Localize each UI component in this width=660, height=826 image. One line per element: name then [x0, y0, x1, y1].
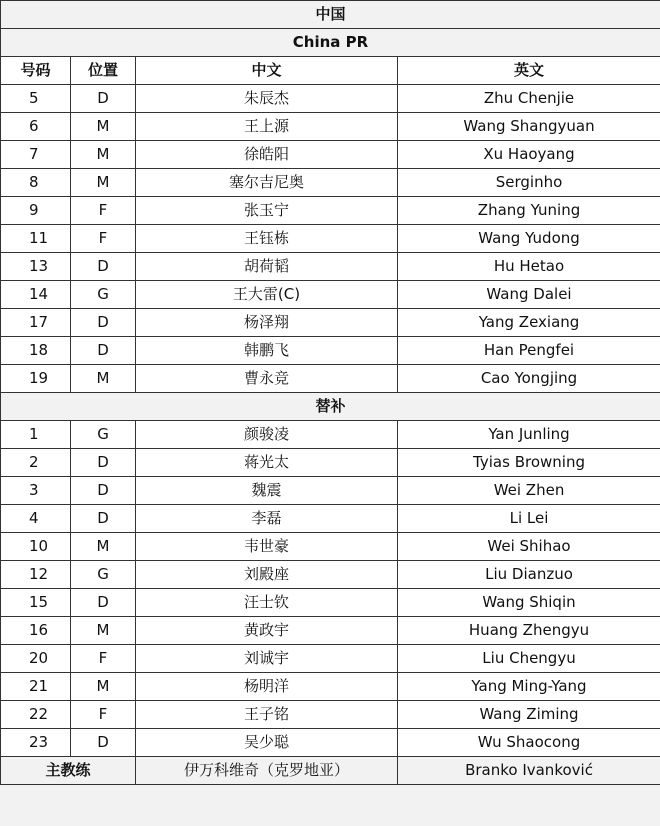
player-position: D	[71, 589, 136, 617]
player-name-english: Yang Ming-Yang	[398, 673, 660, 701]
player-name-english: Wang Shiqin	[398, 589, 660, 617]
player-name-chinese: 张玉宁	[136, 197, 398, 225]
roster-body	[1, 1, 660, 785]
player-position: M	[71, 141, 136, 169]
player-row	[1, 477, 660, 505]
player-name-english: Han Pengfei	[398, 337, 660, 365]
player-name-english: Wu Shaocong	[398, 729, 660, 757]
player-name-english: Yang Zexiang	[398, 309, 660, 337]
player-name-chinese: 塞尔吉尼奥	[136, 169, 398, 197]
coach-english: Branko Ivanković	[398, 757, 660, 785]
player-name-chinese: 刘殿座	[136, 561, 398, 589]
coach-chinese: 伊万科维奇（克罗地亚）	[136, 757, 398, 785]
player-number: 5	[1, 85, 71, 113]
player-name-english: Zhu Chenjie	[398, 85, 660, 113]
player-number: 11	[1, 225, 71, 253]
player-position: D	[71, 477, 136, 505]
player-row	[1, 309, 660, 337]
player-row	[1, 505, 660, 533]
player-row	[1, 701, 660, 729]
player-row	[1, 225, 660, 253]
player-name-chinese: 吴少聪	[136, 729, 398, 757]
player-position: M	[71, 365, 136, 393]
player-row	[1, 85, 660, 113]
player-name-english: Wei Shihao	[398, 533, 660, 561]
banner-row	[1, 1, 660, 29]
player-position: D	[71, 253, 136, 281]
coach-row	[1, 757, 660, 785]
player-number: 4	[1, 505, 71, 533]
player-name-chinese: 王钰栋	[136, 225, 398, 253]
player-name-chinese: 王子铭	[136, 701, 398, 729]
team-row	[1, 29, 660, 57]
player-name-chinese: 韩鹏飞	[136, 337, 398, 365]
player-row	[1, 449, 660, 477]
player-name-chinese: 韦世豪	[136, 533, 398, 561]
player-name-chinese: 杨明洋	[136, 673, 398, 701]
player-row	[1, 169, 660, 197]
player-number: 14	[1, 281, 71, 309]
player-number: 12	[1, 561, 71, 589]
player-number: 18	[1, 337, 71, 365]
player-name-english: Huang Zhengyu	[398, 617, 660, 645]
player-position: M	[71, 617, 136, 645]
player-name-english: Liu Dianzuo	[398, 561, 660, 589]
player-number: 23	[1, 729, 71, 757]
player-position: G	[71, 561, 136, 589]
player-row	[1, 141, 660, 169]
player-name-chinese: 王大雷(C)	[136, 281, 398, 309]
player-number: 10	[1, 533, 71, 561]
player-name-chinese: 蒋光太	[136, 449, 398, 477]
player-name-english: Wang Shangyuan	[398, 113, 660, 141]
player-number: 13	[1, 253, 71, 281]
team-name: China PR	[1, 29, 660, 57]
player-position: M	[71, 673, 136, 701]
player-name-english: Serginho	[398, 169, 660, 197]
player-row	[1, 561, 660, 589]
player-row	[1, 673, 660, 701]
substitutes-label: 替补	[1, 393, 660, 421]
header-chinese: 中文	[136, 57, 398, 85]
player-position: F	[71, 197, 136, 225]
player-position: G	[71, 281, 136, 309]
player-position: F	[71, 645, 136, 673]
player-position: M	[71, 169, 136, 197]
player-name-english: Cao Yongjing	[398, 365, 660, 393]
player-row	[1, 281, 660, 309]
player-row	[1, 533, 660, 561]
player-name-chinese: 徐皓阳	[136, 141, 398, 169]
player-row	[1, 729, 660, 757]
header-number: 号码	[1, 57, 71, 85]
player-name-english: Wang Ziming	[398, 701, 660, 729]
player-position: D	[71, 729, 136, 757]
player-row	[1, 589, 660, 617]
banner-title: 中国	[1, 1, 660, 29]
player-row	[1, 645, 660, 673]
player-name-chinese: 胡荷韬	[136, 253, 398, 281]
player-number: 16	[1, 617, 71, 645]
player-name-english: Liu Chengyu	[398, 645, 660, 673]
player-name-english: Wang Yudong	[398, 225, 660, 253]
player-name-chinese: 颜骏凌	[136, 421, 398, 449]
header-english: 英文	[398, 57, 660, 85]
player-row	[1, 253, 660, 281]
player-name-chinese: 黄政宇	[136, 617, 398, 645]
player-position: F	[71, 225, 136, 253]
player-row	[1, 421, 660, 449]
player-row	[1, 113, 660, 141]
player-name-english: Zhang Yuning	[398, 197, 660, 225]
coach-label: 主教练	[1, 757, 136, 785]
player-number: 8	[1, 169, 71, 197]
player-name-chinese: 魏震	[136, 477, 398, 505]
player-row	[1, 617, 660, 645]
player-position: D	[71, 309, 136, 337]
player-position: D	[71, 337, 136, 365]
player-number: 6	[1, 113, 71, 141]
player-name-english: Hu Hetao	[398, 253, 660, 281]
player-position: M	[71, 113, 136, 141]
player-position: F	[71, 701, 136, 729]
page-background	[0, 786, 660, 826]
player-number: 17	[1, 309, 71, 337]
player-position: G	[71, 421, 136, 449]
player-name-english: Li Lei	[398, 505, 660, 533]
player-name-chinese: 刘诚宇	[136, 645, 398, 673]
player-number: 19	[1, 365, 71, 393]
player-name-chinese: 朱辰杰	[136, 85, 398, 113]
header-row	[1, 57, 660, 85]
player-name-chinese: 李磊	[136, 505, 398, 533]
player-number: 21	[1, 673, 71, 701]
player-name-chinese: 汪士钦	[136, 589, 398, 617]
player-number: 15	[1, 589, 71, 617]
player-number: 2	[1, 449, 71, 477]
player-position: D	[71, 505, 136, 533]
player-name-chinese: 杨泽翔	[136, 309, 398, 337]
substitutes-row	[1, 393, 660, 421]
player-number: 3	[1, 477, 71, 505]
header-position: 位置	[71, 57, 136, 85]
player-row	[1, 197, 660, 225]
player-row	[1, 337, 660, 365]
player-name-english: Tyias Browning	[398, 449, 660, 477]
player-name-english: Wei Zhen	[398, 477, 660, 505]
player-number: 7	[1, 141, 71, 169]
player-name-chinese: 王上源	[136, 113, 398, 141]
player-position: M	[71, 533, 136, 561]
player-number: 1	[1, 421, 71, 449]
player-name-chinese: 曹永竞	[136, 365, 398, 393]
player-name-english: Yan Junling	[398, 421, 660, 449]
player-number: 9	[1, 197, 71, 225]
player-number: 22	[1, 701, 71, 729]
player-row	[1, 365, 660, 393]
player-number: 20	[1, 645, 71, 673]
player-name-english: Wang Dalei	[398, 281, 660, 309]
player-position: D	[71, 449, 136, 477]
player-name-english: Xu Haoyang	[398, 141, 660, 169]
player-position: D	[71, 85, 136, 113]
